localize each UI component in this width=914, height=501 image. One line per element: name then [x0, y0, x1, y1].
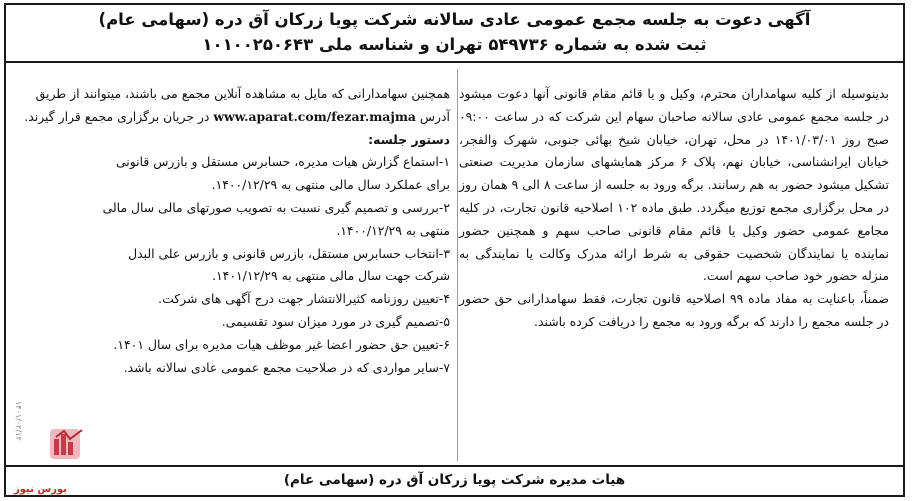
- agenda-line: ۵-تصمیم گیری در مورد میزان سود تقسیمی.: [221, 313, 450, 329]
- notice-frame: [4, 3, 905, 497]
- agenda-line: برای عملکرد سال مالی منتهی به ۱۴۰۰/۱۲/۲۹.: [211, 177, 450, 193]
- notice-title-line1: آگهی دعوت به جلسه مجمع عمومی عادی سالانه شرکت پویا زرکان آق دره (سهامی عام): [98, 10, 811, 29]
- notice-title-line2: ثبت شده به شماره ۵۴۹۷۳۶ تهران و شناسه ملی ۱۰۱۰۰۲۵۰۶۴۳: [202, 35, 707, 54]
- agenda-line: ۷-سایر مواردی که در صلاحیت مجمع عمومی عادی سالانه باشد.: [123, 359, 450, 375]
- attendance-paragraph: ضمناً، باعنایت به مفاد ماده ۹۹ اصلاحیه قانون تجارت، فقط سهامدارانی حق حضور در جلسه مجمع را دارند که برگه ورود به مجمع را دریافت کرده باشند.: [459, 291, 890, 329]
- notice-header: [6, 5, 903, 63]
- invitation-column: [459, 83, 889, 334]
- column-divider: [457, 69, 458, 461]
- agenda-line: ۳-انتخاب حسابرس مستقل، بازرس قانونی و بازرس علی البدل: [128, 245, 450, 261]
- online-prefix: همچنین سهامدارانی که مایل به مشاهده آنلاین مجمع می باشند، میتوانند از طریق آدرس: [35, 86, 450, 124]
- board-signature: هیات مدیره شرکت پویا زرکان آق دره (سهامی عام): [6, 465, 903, 495]
- agenda-title: دستور جلسه:: [368, 131, 450, 147]
- aparat-link[interactable]: www.aparat.com/fezar.majma: [213, 108, 416, 124]
- source-watermark: بورس نیوز: [14, 484, 67, 495]
- invitation-paragraph: بدینوسیله از کلیه سهامداران محترم، وکیل و یا قائم مقام قانونی آنها دعوت میشود در جلسه مجمع عمومی عادی سالانه صاحبان سهام این شرکت که در ساعت ۰۹:۰۰ صبح روز ۱۴۰۱/۰۳/۰۱ در محل، تهران، خیابان شیخ بهائی جنوبی، شهرک والفجر، خیابان ایرانشناسی، خیابان نهم، پلاک ۶ مرکز همایشهای سازمان مدیریت صنعتی تشکیل میشود حضور به هم رسانند. برگه ورود به جلسه از ساعت ۸ الی ۹ همان روز در محل برگزاری مجمع توزیع میگردد. طبق ماده ۱۰۲ اصلاحیه قانون تجارت، در کلیه مجامع عمومی حضور وکیل یا قائم مقام قانونی صاحب سهم و همچنین حضور نماینده یا نمایندگان شخصیت حقوقی به شرط ارائه مدرک وکالت یا نمایندگی به منزله حضور خود صاحب سهم است.: [459, 86, 890, 284]
- online-viewing-paragraph: [20, 83, 450, 129]
- agenda-column: [20, 83, 450, 379]
- agenda-line: ۱-استماع گزارش هیات مدیره، حسابرس مستقل و بازرس قانونی: [115, 154, 450, 170]
- side-code: ۱۴۰۱/۰۲/۱۲: [14, 401, 23, 441]
- agenda-line: شرکت جهت سال مالی منتهی به ۱۴۰۱/۱۲/۲۹.: [212, 268, 450, 284]
- bourse-news-logo-icon: [48, 425, 88, 465]
- online-suffix: در جریان برگزاری مجمع قرار گیرند.: [24, 108, 210, 124]
- agenda-line: منتهی به ۱۴۰۰/۱۲/۲۹.: [336, 222, 450, 238]
- agenda-line: ۴-تعیین روزنامه کثیرالانتشار جهت درج آگهی های شرکت.: [158, 291, 450, 307]
- agenda-line: ۶-تعیین حق حضور اعضا غیر موظف هیات مدیره برای سال ۱۴۰۱.: [113, 336, 450, 352]
- notice-body: [6, 63, 903, 467]
- agenda-line: ۲-بررسی و تصمیم گیری نسبت به تصویب صورتهای مالی سال مالی: [102, 199, 450, 215]
